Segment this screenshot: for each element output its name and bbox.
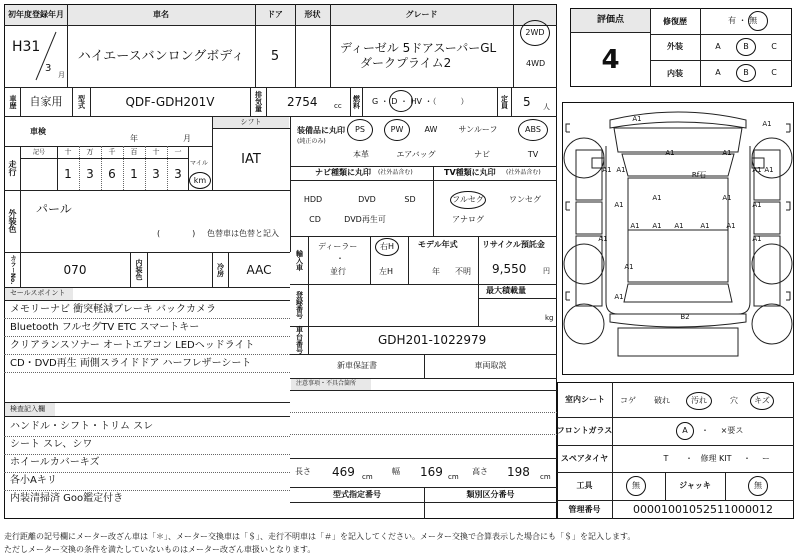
spare-item-1: ・ xyxy=(685,454,693,463)
tv-title: TV種類に丸印 xyxy=(444,168,496,177)
mgmt-label: 管理番号 xyxy=(568,504,601,514)
inspector-line-2: ホイールカバーキズ xyxy=(10,457,100,468)
left-h: 左H xyxy=(379,267,394,276)
digit-header-4: 十 xyxy=(152,148,160,156)
equip-row1-item-4: ABS xyxy=(525,125,541,134)
ac-label: 冷房 xyxy=(216,262,225,277)
diagram-mark-6: A1 xyxy=(752,165,762,174)
category: 自家用 xyxy=(29,95,63,108)
exterior-grade-label: 外装 xyxy=(667,42,683,51)
repair-label: 修復歴 xyxy=(663,16,687,26)
diagram-mark-18: A1 xyxy=(752,234,762,243)
sales-line-0: メモリーナビ 衝突軽減ブレーキ バックカメラ xyxy=(10,304,216,315)
navi-item-1: DVD xyxy=(358,195,376,204)
fuel-label: 燃料 xyxy=(352,94,361,109)
navi-title: ナビ種類に丸印 xyxy=(315,168,371,177)
repair-none-circle xyxy=(748,11,768,31)
length-unit: cm xyxy=(362,473,373,481)
height-unit: cm xyxy=(540,473,551,481)
km-label: km xyxy=(193,175,207,185)
recycle-label: リサイクル預託金 xyxy=(482,240,545,249)
import-dealer: ディーラー xyxy=(318,242,358,251)
car-name-label: 車名 xyxy=(153,10,169,19)
diagram-mark-12: A1 xyxy=(630,221,640,230)
interior-abc-1: B xyxy=(743,68,749,77)
model-year-value: 不明 xyxy=(455,267,471,276)
year-month: 3 xyxy=(45,63,52,74)
inspector-title: 検査記入欄 xyxy=(10,405,45,413)
mgmt-number: 0000100105251100001​2 xyxy=(633,503,773,516)
exterior-label: 外装色 xyxy=(8,209,17,233)
navi-item-4: DVD再生可 xyxy=(344,215,386,224)
fuel-d-circle xyxy=(389,90,413,112)
displacement-unit: cc xyxy=(334,102,342,110)
record-label: 記号 xyxy=(33,149,46,156)
right-h: 右H xyxy=(379,242,394,251)
diagram-mark-7: A1 xyxy=(764,165,774,174)
equip-row2-item-3: TV xyxy=(527,150,539,159)
displacement-label: 排気量 xyxy=(254,91,263,112)
grade-score: 4 xyxy=(601,44,620,75)
mile-label: マイル xyxy=(190,160,208,167)
shift-value: IAT xyxy=(241,151,261,167)
diagram-mark-0: A1 xyxy=(632,114,642,123)
model-label: 型式 xyxy=(77,94,86,109)
recycle-unit: 円 xyxy=(543,267,550,275)
shaken-month-unit: 月 xyxy=(183,134,191,143)
warranty-label: 新車保証書 xyxy=(337,361,377,370)
digit-header-1: 万 xyxy=(86,148,94,156)
type-cert-label: 型式指定番号 xyxy=(333,489,381,499)
sales-title: セールスポイント xyxy=(10,289,66,297)
digit-value-1: 3 xyxy=(86,167,94,181)
manual-label: 車両取説 xyxy=(474,361,507,370)
exterior-abc-2: C xyxy=(771,42,777,51)
model: QDF-GDH201V xyxy=(125,94,215,109)
diagram-mark-11: A1 xyxy=(752,200,762,209)
chassis-number: GDH201-1022979 xyxy=(378,333,487,347)
equip-row2-item-1: エアバッグ xyxy=(396,150,436,159)
interior-abc-2: C xyxy=(771,68,777,77)
diagram-mark-3: A1 xyxy=(722,148,732,157)
capacity-unit: 人 xyxy=(543,103,550,111)
diagram-mark-21: A1 xyxy=(614,292,624,301)
diagram-mark-9: A1 xyxy=(722,193,732,202)
car-name: ハイエースバンロングボディ xyxy=(77,48,245,64)
inspector-line-3: 各小Aキリ xyxy=(10,475,57,486)
jack-value: 無 xyxy=(754,481,762,490)
seat-item-2: 汚れ xyxy=(691,396,707,405)
exterior-note-paren: ( ) xyxy=(157,229,196,238)
color-no: 070 xyxy=(63,262,87,277)
equip-row1-item-0: PS xyxy=(355,125,365,134)
digit-header-5: 一 xyxy=(174,148,182,156)
interior-color-label: 内装色 xyxy=(135,259,143,280)
equipment-title: 装備品に丸印 xyxy=(297,126,345,135)
glass-item-2: ×要ス xyxy=(720,426,744,435)
seat-item-4: キズ xyxy=(754,396,770,405)
reg-label: 登録番号 xyxy=(295,291,304,319)
interior-abc-0: A xyxy=(715,68,721,77)
spare-item-3: ・ xyxy=(743,454,751,463)
grade-line2: ダークプライム2 xyxy=(360,56,452,70)
import-label: 輸入車 xyxy=(295,249,304,271)
length-label: 長さ xyxy=(295,467,311,476)
sales-line-2: クリアランスソナー オートエアコン LEDヘッドライト xyxy=(10,340,255,351)
tv-item-2: アナログ xyxy=(452,215,484,224)
model-year-unit: 年 xyxy=(432,267,440,276)
equipment-subtitle: (純正のみ) xyxy=(297,138,326,145)
width-unit: cm xyxy=(448,473,459,481)
diagram-mark-5: A1 xyxy=(616,165,626,174)
fuel-options: G ・ D ・ HV ・（ ） xyxy=(372,97,469,106)
width-label: 幅 xyxy=(392,467,400,476)
glass-item-1: ・ xyxy=(701,426,709,435)
seat-item-1: 破れ xyxy=(654,396,670,405)
diagram-mark-2: A1 xyxy=(665,148,675,157)
shaken-year-unit: 年 xyxy=(130,134,138,143)
navi-item-2: SD xyxy=(404,195,416,204)
recycle-value: 9,550 xyxy=(492,262,527,276)
mileage-label: 走行 xyxy=(8,160,17,176)
shaken-label: 車検 xyxy=(30,127,46,136)
digit-value-4: 3 xyxy=(152,167,160,181)
diagram-mark-15: A1 xyxy=(700,221,710,230)
tv-item-0: フルセグ xyxy=(452,195,484,204)
max-load-label: 最大積載量 xyxy=(486,286,526,295)
height-value: 198 xyxy=(507,465,530,479)
shape-label: 形状 xyxy=(304,10,321,19)
footer-line1: 走行距離の記号欄にメーター改ざん車は「＊」、メーター交換車は「＄」、走行不明車は「＃」を記入してください。メーター交換で合算表示した場合にも「＄」を記入します。 xyxy=(4,532,636,541)
digit-value-0: 1 xyxy=(64,167,72,181)
exterior-note: 色替車は色替と記入 xyxy=(207,229,279,238)
import-parallel: 並行 xyxy=(330,267,346,276)
seat-item-3: 穴 xyxy=(730,396,738,405)
exterior-abc-1: B xyxy=(743,42,749,51)
digit-value-2: 6 xyxy=(108,167,116,181)
interior-grade-label: 内装 xyxy=(667,68,683,78)
height-label: 高さ xyxy=(472,467,488,476)
color-no-label: カラーNo. xyxy=(9,254,16,285)
year-era: H31 xyxy=(12,39,41,55)
jack-label: ジャッキ xyxy=(679,481,711,490)
length-value: 469 xyxy=(332,465,355,479)
diagram-mark-16: A1 xyxy=(726,221,736,230)
diagram-mark-8: A1 xyxy=(652,193,662,202)
spare-item-4: ー xyxy=(762,454,770,463)
notes-title: 注意事項・不具合箇所 xyxy=(296,380,357,387)
footer-line2: ただしメーター交換の条件を満たしていないものはメーター改ざん車扱いとなります。 xyxy=(4,545,316,554)
diagram-mark-4: A1 xyxy=(602,165,612,174)
diagram-mark-14: A1 xyxy=(674,221,684,230)
inspector-line-1: シート スレ、シワ xyxy=(10,439,93,450)
diagram-mark-1: A1 xyxy=(762,119,772,128)
model-year-label: モデル年式 xyxy=(418,240,458,249)
chassis-label: 車台番号 xyxy=(295,326,304,354)
drive-4wd: 4WD xyxy=(526,59,546,68)
glass-label: フロントガラス xyxy=(556,426,613,435)
ac-value: AAC xyxy=(246,262,272,277)
import-dot: ・ xyxy=(336,254,344,263)
diagram-mark-10: A1 xyxy=(614,200,624,209)
door-label: ドア xyxy=(267,10,283,19)
digit-header-2: 千 xyxy=(108,148,116,156)
equip-row2-item-2: ナビ xyxy=(474,150,490,159)
grade-label: グレード xyxy=(405,10,438,19)
spare-item-2: 修理 KIT xyxy=(700,454,732,463)
capacity: 5 xyxy=(523,95,531,109)
class-label: 類別区分番号 xyxy=(466,489,515,499)
diagram-mark-17: A1 xyxy=(598,234,608,243)
digit-value-3: 1 xyxy=(130,167,138,181)
digit-header-3: 百 xyxy=(130,148,138,156)
navi-item-3: CD xyxy=(309,215,321,224)
inspector-line-4: 内装清掃済 Goo鑑定付き xyxy=(10,493,124,504)
navi-subtitle: (社外品含む) xyxy=(378,169,413,176)
diagram-mark-22: B2 xyxy=(680,312,690,321)
displacement: 2754 xyxy=(287,95,318,109)
seat-item-0: コゲ xyxy=(620,396,636,405)
equip-row1-item-1: PW xyxy=(390,125,404,134)
max-load-unit: kg xyxy=(545,314,554,322)
sales-line-3: CD・DVD再生 両側スライドドア ハーフレザーシート xyxy=(10,358,252,369)
repair-options: 有 ・ 無 xyxy=(728,16,758,25)
inspector-line-0: ハンドル・シフト・トリム スレ xyxy=(10,421,154,432)
grade-line1: ディーゼル 5ドアスーパーGL xyxy=(340,41,497,55)
equip-row1-item-2: AW xyxy=(424,125,438,134)
capacity-label: 定員 xyxy=(500,94,509,109)
drive-2wd: 2WD xyxy=(525,28,545,37)
year-month-unit: 月 xyxy=(58,71,65,79)
navi-item-0: HDD xyxy=(303,195,323,204)
tv-subtitle: (社外品含む) xyxy=(506,169,541,176)
grade-title: 評価点 xyxy=(596,15,624,25)
equip-row2-item-0: 本革 xyxy=(353,150,369,159)
seat-label: 室内シート xyxy=(565,394,605,404)
width-value: 169 xyxy=(420,465,443,479)
sales-line-1: Bluetooth フルセグTV ETC スマートキー xyxy=(10,322,200,333)
diagram-mark-13: A1 xyxy=(652,221,662,230)
diagram-mark-19: A1 xyxy=(624,262,634,271)
spare-label: スペアタイヤ xyxy=(560,453,609,463)
year-divider xyxy=(30,30,60,82)
diagram-mark-20: Rf石 xyxy=(691,170,707,179)
year-label: 初年度登録年月 xyxy=(8,10,64,19)
door-count: 5 xyxy=(270,48,280,64)
digit-value-5: 3 xyxy=(174,167,182,181)
equip-row1-item-3: サンルーフ xyxy=(458,125,498,134)
shift-label: シフト xyxy=(240,118,262,126)
tv-item-1: ワンセグ xyxy=(509,195,541,204)
tools-value: 無 xyxy=(632,481,640,490)
exterior-color: パール xyxy=(36,202,72,216)
glass-item-0: A xyxy=(682,426,688,435)
category-label: 車歴 xyxy=(9,94,17,109)
exterior-abc-0: A xyxy=(715,42,721,51)
spare-item-0: T xyxy=(663,454,669,463)
tools-label: 工具 xyxy=(576,481,593,490)
digit-header-0: 十 xyxy=(64,148,72,156)
